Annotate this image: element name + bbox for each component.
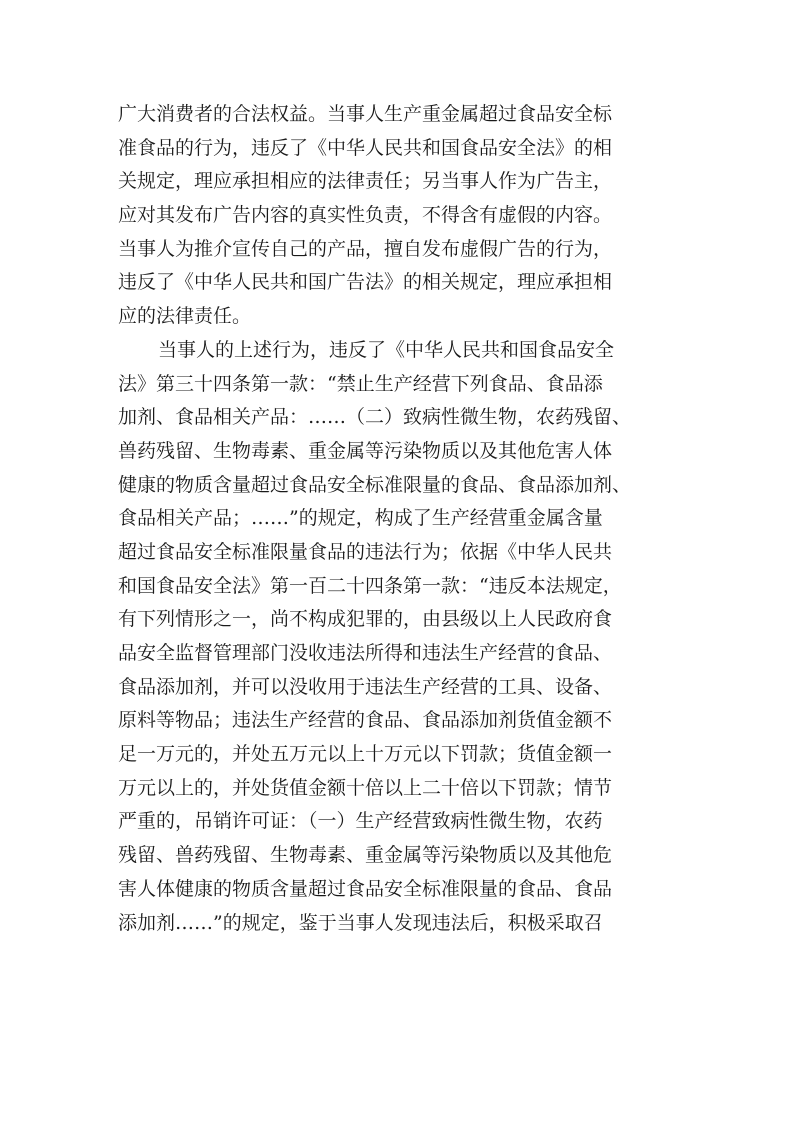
paragraph-first-line: 当事人的上述行为，违反了《中华人民共和国食品安全	[158, 338, 615, 361]
text-line: 超过食品安全标准限量食品的违法行为；依据《中华人民共	[118, 540, 613, 563]
text-line: 违反了《中华人民共和国广告法》的相关规定，理应承担相	[118, 271, 613, 294]
text-line: 万元以上的，并处货值金额十倍以上二十倍以下罚款；情节	[118, 776, 613, 799]
text-line: 广大消费者的合法权益。当事人生产重金属超过食品安全标	[118, 103, 613, 125]
text-line: 健康的物质含量超过食品安全标准限量的食品、食品添加剂、	[118, 473, 632, 496]
text-line: 严重的，吊销许可证：（一）生产经营致病性微生物，农药	[118, 810, 603, 833]
text-line: 应的法律责任。	[118, 305, 252, 328]
text-line: 添加剂……”的规定，鉴于当事人发现违法后，积极采取召	[118, 911, 603, 934]
text-line: 足一万元的，并处五万元以上十万元以下罚款；货值金额一	[118, 743, 613, 766]
text-line: 食品添加剂，并可以没收用于违法生产经营的工具、设备、	[118, 675, 613, 698]
text-line: 关规定，理应承担相应的法律责任；另当事人作为广告主，	[118, 170, 613, 193]
document-body	[118, 98, 688, 940]
text-line: 准食品的行为，违反了《中华人民共和国食品安全法》的相	[118, 136, 613, 159]
text-line: 原料等物品；违法生产经营的食品、食品添加剂货值金额不	[118, 709, 613, 732]
text-line: 当事人为推介宣传自己的产品，擅自发布虚假广告的行为，	[118, 237, 613, 260]
text-line: 有下列情形之一，尚不构成犯罪的，由县级以上人民政府食	[118, 608, 613, 631]
text-line: 和国食品安全法》第一百二十四条第一款：“违反本法规定，	[118, 574, 622, 597]
text-line: 应对其发布广告内容的真实性负责，不得含有虚假的内容。	[118, 204, 613, 227]
text-line: 加剂、食品相关产品：……（二）致病性微生物，农药残留、	[118, 406, 632, 429]
text-line: 品安全监督管理部门没收违法所得和违法生产经营的食品、	[118, 642, 613, 664]
text-line: 残留、兽药残留、生物毒素、重金属等污染物质以及其他危	[118, 844, 613, 867]
text-line: 法》第三十四条第一款：“禁止生产经营下列食品、食品添	[118, 372, 603, 395]
text-line: 兽药残留、生物毒素、重金属等污染物质以及其他危害人体	[118, 439, 613, 462]
text-line: 食品相关产品；……”的规定，构成了生产经营重金属含量	[118, 507, 603, 530]
text-line: 害人体健康的物质含量超过食品安全标准限量的食品、食品	[118, 877, 613, 900]
